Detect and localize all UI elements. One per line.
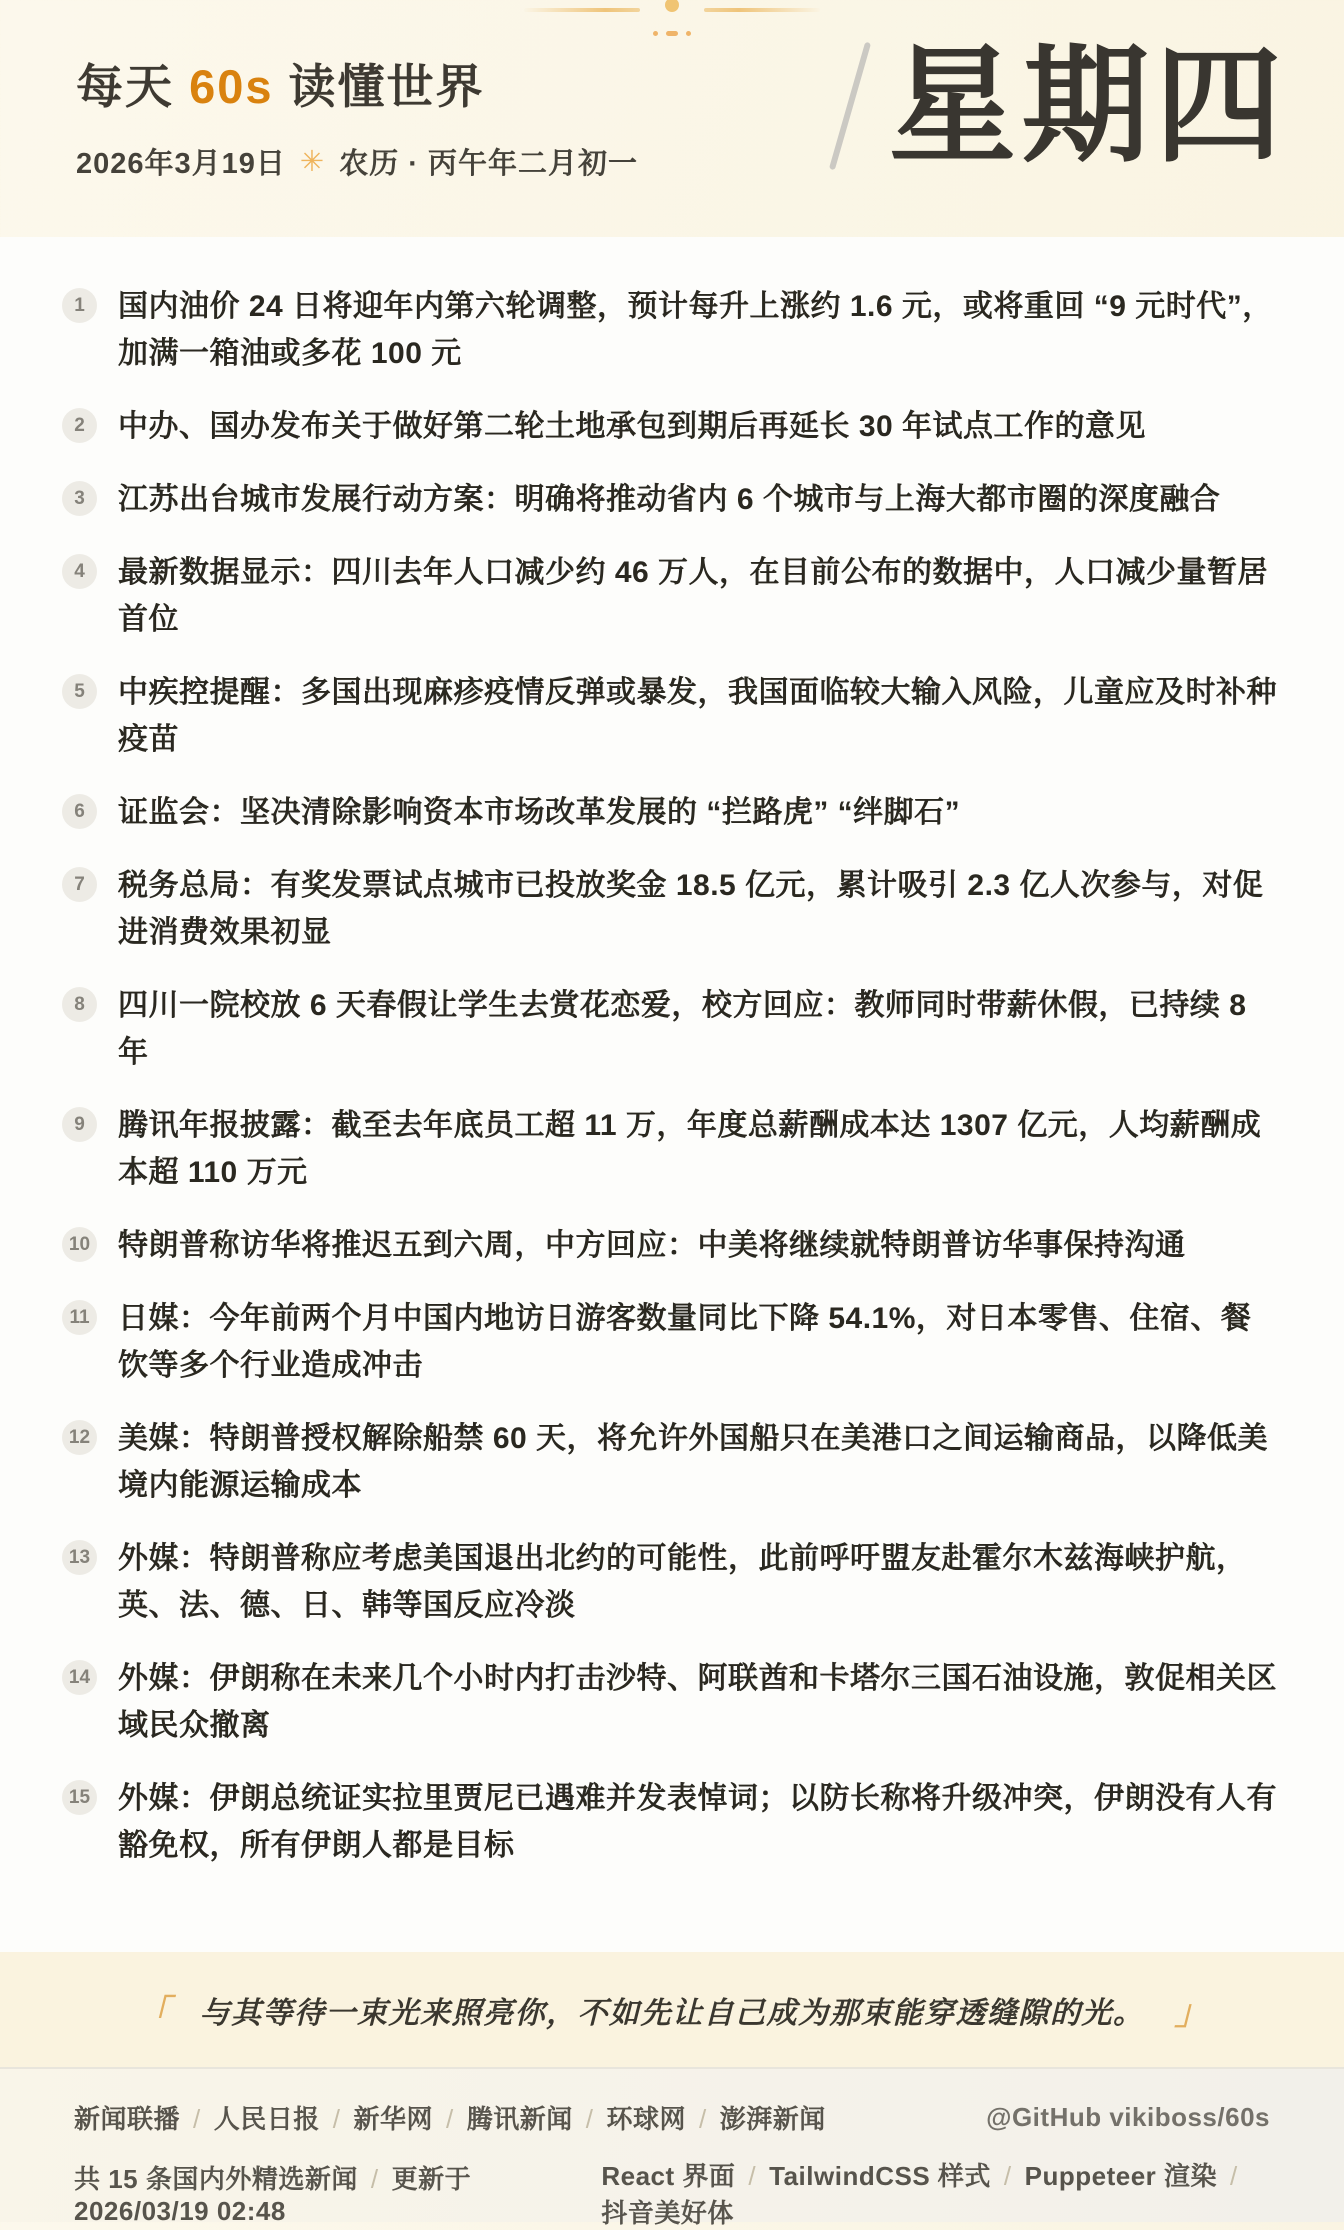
slash-separator: / xyxy=(1230,2161,1238,2191)
ornament-line-left-icon xyxy=(524,8,640,12)
news-card xyxy=(0,237,1344,1952)
news-item-number: 13 xyxy=(62,1540,97,1575)
news-item-number: 7 xyxy=(62,867,97,902)
slash-separator: / xyxy=(699,2104,707,2134)
list-item: Puppeteer 渲染 xyxy=(1024,2161,1218,2191)
list-item: 人民日报 xyxy=(213,2104,320,2134)
news-item-text: 证监会：坚决清除影响资本市场改革发展的 “拦路虎” “绊脚石” xyxy=(118,796,961,829)
date-row xyxy=(76,141,638,182)
slash-separator: / xyxy=(585,2104,594,2134)
news-item-number: 12 xyxy=(62,1420,97,1455)
news-item-number: 11 xyxy=(62,1300,97,1335)
news-item xyxy=(62,669,1280,763)
weekday-label: 星期四 xyxy=(888,34,1288,177)
news-item-number: 2 xyxy=(62,408,97,443)
news-item-text: 腾讯年报披露：截至去年底员工超 11 万，年度总薪酬成本达 1307 亿元，人均薪酬成本超 110 万元 xyxy=(118,1109,1262,1189)
news-item-text: 日媒：今年前两个月中国内地访日游客数量同比下降 54.1%，对日本零售、住宿、餐饮等多个行业造成冲击 xyxy=(118,1302,1252,1382)
stats-list xyxy=(74,2159,601,2227)
news-item-text: 四川一院校放 6 天春假让学生去赏花恋爱，校方回应：教师同时带薪休假，已持续 8 年 xyxy=(118,989,1247,1069)
slash-separator: / xyxy=(446,2104,454,2134)
footer xyxy=(0,2067,1344,2228)
news-item xyxy=(62,1415,1280,1509)
news-item-text: 中办、国办发布关于做好第二轮土地承包到期后再延长 30 年试点工作的意见 xyxy=(118,410,1147,443)
news-item-text: 最新数据显示：四川去年人口减少约 46 万人，在目前公布的数据中，人口减少量暂居首位 xyxy=(118,556,1269,636)
slash-separator: / xyxy=(1003,2161,1012,2191)
news-item xyxy=(62,403,1280,450)
news-item-text: 外媒：伊朗称在未来几个小时内打击沙特、阿联酋和卡塔尔三国石油设施，敦促相关区域民众撤离 xyxy=(118,1662,1277,1742)
footer-row-sources xyxy=(74,2099,1270,2136)
news-item-text: 税务总局：有奖发票试点城市已投放奖金 18.5 亿元，累计吸引 2.3 亿人次参与，对促进消费效果初显 xyxy=(118,869,1264,949)
news-item-number: 10 xyxy=(62,1227,97,1262)
news-item xyxy=(62,1655,1280,1749)
title-suffix: 读懂世界 xyxy=(273,60,485,113)
news-list xyxy=(62,283,1280,1869)
news-item xyxy=(62,476,1280,523)
news-item-number: 9 xyxy=(62,1107,97,1142)
list-item: 抖音美好体 xyxy=(601,2198,734,2228)
ornament-dots-icon xyxy=(653,31,691,36)
slash-separator: / xyxy=(370,2164,379,2194)
news-item xyxy=(62,1295,1280,1389)
list-item: 更新于 2026/03/19 02:48 xyxy=(74,2164,472,2226)
slash-separator: / xyxy=(332,2104,341,2134)
slash-separator: / xyxy=(193,2104,201,2134)
news-item-text: 美媒：特朗普授权解除船禁 60 天，将允许外国船只在美港口之间运输商品，以降低美境内能源运输成本 xyxy=(118,1422,1269,1502)
quote-close-bracket-icon: 」 xyxy=(1174,1994,1209,2032)
news-item-number: 14 xyxy=(62,1660,97,1695)
github-handle: @GitHub vikiboss/60s xyxy=(986,2102,1270,2132)
list-item: 腾讯新闻 xyxy=(466,2104,573,2134)
news-item-number: 5 xyxy=(62,674,97,709)
ornament-circle-icon xyxy=(665,0,679,12)
news-item-number: 1 xyxy=(62,288,97,323)
list-item: 新华网 xyxy=(353,2104,434,2134)
list-item: 共 15 条国内外精选新闻 xyxy=(74,2164,358,2194)
date-text: 2026年3月19日 xyxy=(76,148,286,180)
news-item-text: 国内油价 24 日将迎年内第六轮调整，预计每升上涨约 1.6 元，或将重回 “9 元时代”，加满一箱油或多花 100 元 xyxy=(118,290,1273,370)
quote-band xyxy=(0,1952,1344,2067)
news-item xyxy=(62,862,1280,956)
list-item: 澎湃新闻 xyxy=(719,2104,826,2134)
news-item-text: 外媒：特朗普称应考虑美国退出北约的可能性，此前呼吁盟友赴霍尔木兹海峡护航，英、法、德、日、韩等国反应冷淡 xyxy=(118,1542,1247,1622)
footer-row-meta xyxy=(74,2156,1270,2230)
weekday-wrap xyxy=(847,34,1288,177)
list-item: React 界面 xyxy=(601,2161,736,2191)
tech-list xyxy=(601,2156,1270,2230)
title-highlight: 60s xyxy=(189,60,274,113)
lunar-date-text: 农历 · 丙午年二月初一 xyxy=(339,148,638,180)
news-item-number: 15 xyxy=(62,1780,97,1815)
news-item xyxy=(62,1102,1280,1196)
header xyxy=(0,0,1344,237)
slash-separator: / xyxy=(748,2161,757,2191)
list-item: 新闻联播 xyxy=(74,2104,181,2134)
title-prefix: 每天 xyxy=(76,60,190,113)
news-item-text: 江苏出台城市发展行动方案：明确将推动省内 6 个城市与上海大都市圈的深度融合 xyxy=(118,483,1221,516)
asterisk-icon: ✳ xyxy=(299,146,326,178)
dot-icon xyxy=(686,31,691,36)
page-title xyxy=(76,50,638,117)
news-item xyxy=(62,283,1280,377)
news-item-text: 外媒：伊朗总统证实拉里贾尼已遇难并发表悼词；以防长称将升级冲突，伊朗没有人有豁免权，所有伊朗人都是目标 xyxy=(118,1782,1277,1862)
news-item-number: 3 xyxy=(62,481,97,516)
header-left xyxy=(76,50,638,182)
pill-icon xyxy=(666,31,678,36)
news-item xyxy=(62,982,1280,1076)
list-item: 环球网 xyxy=(606,2104,687,2134)
ornament-line-right-icon xyxy=(704,8,820,12)
source-list xyxy=(74,2099,826,2136)
news-item xyxy=(62,1222,1280,1269)
news-item-number: 4 xyxy=(62,554,97,589)
news-item xyxy=(62,789,1280,836)
news-item xyxy=(62,1535,1280,1629)
list-item: TailwindCSS 样式 xyxy=(769,2161,991,2191)
quote-text: 与其等待一束光来照亮你，不如先让自己成为那束能穿透缝隙的光。 xyxy=(199,1996,1145,2030)
dot-icon xyxy=(653,31,658,36)
quote-open-bracket-icon: 「 xyxy=(135,1994,170,2032)
slash-divider-icon xyxy=(829,42,871,171)
news-item-text: 特朗普称访华将推迟五到六周，中方回应：中美将继续就特朗普访华事保持沟通 xyxy=(118,1229,1186,1262)
news-item-text: 中疾控提醒：多国出现麻疹疫情反弹或暴发，我国面临较大输入风险，儿童应及时补种疫苗 xyxy=(118,676,1277,756)
news-item xyxy=(62,549,1280,643)
news-item-number: 8 xyxy=(62,987,97,1022)
news-item-number: 6 xyxy=(62,794,97,829)
news-item xyxy=(62,1775,1280,1869)
